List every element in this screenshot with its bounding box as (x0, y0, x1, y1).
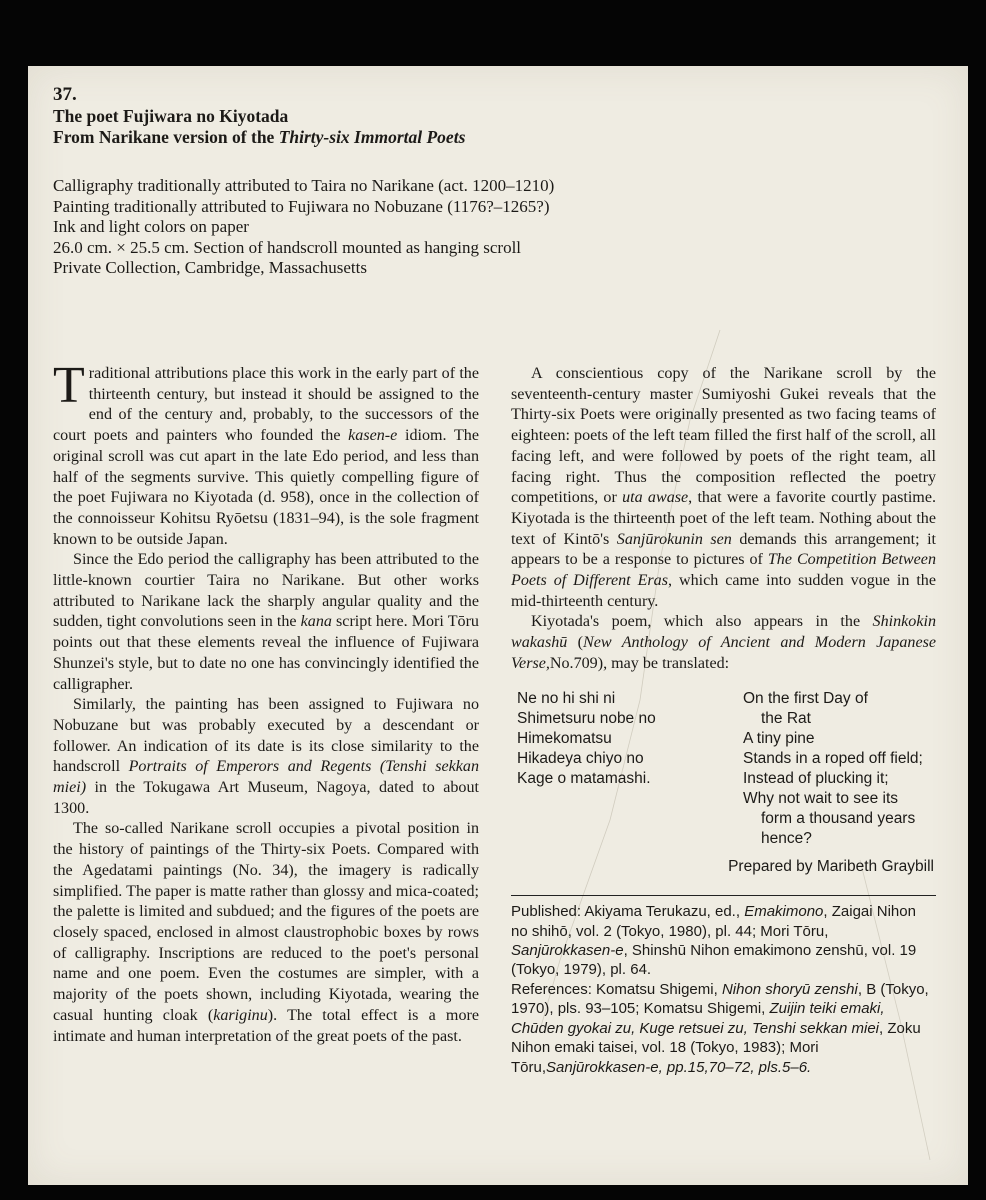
poem-line-english: hence? (761, 829, 812, 847)
italic-term: The Competition Between Poets of Different Eras (511, 551, 936, 590)
poem-line-english: Instead of plucking it; (743, 769, 889, 787)
italic-term: Sanjūrokkasen-e, pp.15,70–72, pls.5–6. (546, 1058, 812, 1076)
meta-dimensions: 26.0 cm. × 25.5 cm. Section of handscroll mounted as hanging scroll (53, 237, 522, 257)
drop-cap: T (53, 357, 85, 414)
text-run: No.709), may be translated: (549, 654, 730, 672)
italic-term: Zuijin teiki emaki, Chūden gyokai zu, Kuge retsuei zu, Tenshi sekkan miei (511, 1000, 885, 1037)
poem-line-japanese: Hikadeya chiyo no (517, 749, 644, 767)
object-metadata (53, 176, 933, 279)
poem-line-english: the Rat (761, 709, 811, 727)
text-run: The so-called Narikane scroll occupies a pivotal position in the history of paintings of the Thirty-six Poets. Compared with the Agedatami paintings (No. 34), the imagery is radically simplified. The paper is matte rather than glossy and mica-coated; the palette is limited and subdued; and the figures of the poets are closely spaced, enclosed in almost claustrophobic boxes by rows of calligraphy. Inscriptions are reduced to the poet's personal name and one poem. Even the costumes are simpler, with a majority of the poets shown, including Kiyotada, wearing the casual hunting cloak ( (53, 820, 479, 1024)
poem-line-english: form a thousand years (761, 809, 916, 827)
text-run: , which came into sudden vogue in the mid-thirteenth century. (511, 572, 936, 610)
subtitle-italic: Thirty-six Immortal Poets (278, 127, 466, 147)
italic-term: kasen-e (348, 427, 398, 445)
essay-left-column (53, 357, 480, 1047)
meta-collection: Private Collection, Cambridge, Massachusetts (53, 258, 367, 278)
divider (511, 895, 936, 896)
text-run: raditional attributions place this work in the early part of the thirteenth century, but instead it should be assigned to the end of the century and, probably, to the successors of the court poets and painters who founded the (53, 365, 479, 445)
poem-japanese (517, 689, 737, 789)
references-entry (511, 980, 936, 1077)
poem-line-japanese: Ne no hi shi ni (517, 689, 616, 707)
text-run: References: Komatsu Shigemi, (511, 980, 722, 998)
italic-term: kana (300, 613, 332, 631)
text-run: ). The total effect is a more intimate and human interpretation of the great poets of the past. (53, 1006, 479, 1045)
text-run: idiom. The original scroll was cut apart in the late Edo period, and less than half of the segments survive. This quietly compelling figure of the poet Fujiwara no Kiyotada (d. 958), once in the collection of the connoisseur Kohitsu Ryōetsu (1831–94), is the sole fragment known to be outside Japan. (53, 427, 479, 548)
text-run: Published: Akiyama Terukazu, ed., (511, 903, 745, 921)
catalog-header (53, 84, 933, 148)
essay-paragraph (511, 364, 936, 612)
author-credit: Prepared by Maribeth Graybill (728, 857, 934, 875)
meta-calligraphy: Calligraphy traditionally attributed to Taira no Narikane (act. 1200–1210) (53, 176, 555, 195)
italic-term: Emakimono (744, 903, 824, 921)
essay-right-column (511, 364, 936, 1077)
italic-term: Portraits of Emperors and Regents (Tenshi sekkan miei) (53, 758, 480, 797)
essay-paragraph (53, 550, 479, 695)
text-run: demands this arrangement; it appears to be a response to pictures of (511, 530, 937, 569)
italic-term: uta awase (622, 489, 689, 507)
poem-line-english: Stands in a roped off field; (743, 749, 923, 767)
italic-term: New Anthology of Ancient and Modern Japanese Verse, (511, 634, 936, 672)
poem-line-english: Why not wait to see its (743, 789, 899, 807)
text-run: script here. Mori Tōru points out that these elements reveal the influence of Fujiwara Shunzei's style, but to date no one has convincingly identified the calligrapher. (53, 613, 479, 693)
text-run: Similarly, the painting has been assigned to Fujiwara no Nobuzane but was probably executed by a descendant or follower. An indication of its date is its close similarity to the handscroll (53, 696, 479, 776)
catalog-title: The poet Fujiwara no Kiyotada (53, 106, 289, 126)
italic-term: Sanjūrokunin sen (616, 530, 732, 548)
text-run: A conscientious copy of the Narikane scroll by the seventeenth-century master Sumiyoshi Gukei reveals that the Thirty-six Poets were originally presented as two facing teams of eighteen: poets of the left team filled the first half of the scroll, all facing left, and were followed by poets of the right team, all facing right. Thus the composition reflected the poetry competitions, or (511, 365, 936, 507)
text-run: ( (567, 634, 584, 652)
text-run: Since the Edo period the calligraphy has been attributed to the little-known courtier Taira no Narikane. But other works attributed to Narikane lack the sharply angular quality and the sudden, tight convolutions seen in the (53, 551, 479, 631)
poem-line-english: A tiny pine (743, 729, 815, 747)
text-run: , that were a favorite courtly pastime. Kiyotada is the thirteenth poet of the left team. Nothing about the text of Kintō's (511, 489, 936, 548)
essay-paragraph (53, 695, 479, 819)
poem-line-japanese: Himekomatsu (517, 729, 612, 747)
italic-term: Shinkokin wakashū (511, 613, 936, 652)
meta-painting: Painting traditionally attributed to Fujiwara no Nobuzane (1176?–1265?) (53, 196, 550, 216)
poem-line-japanese: Kage o matamashi. (517, 769, 651, 787)
essay-paragraph (53, 819, 479, 1047)
catalog-subtitle (53, 127, 933, 148)
text-run: , Zaigai Nihon no shihō, vol. 2 (Tokyo, 1980), pl. 44; Mori Tōru, (511, 903, 916, 940)
text-run: in the Tokugawa Art Museum, Nagoya, dated to about 1300. (53, 779, 479, 817)
italic-term: kariginu (213, 1006, 268, 1024)
text-run: Kiyotada's poem, which also appears in the (531, 613, 873, 631)
poem-line-english: On the first Day of (743, 689, 868, 707)
bibliography (511, 902, 936, 1077)
text-run: , Shinshū Nihon emakimono zenshū, vol. 19 (Tokyo, 1979), pl. 64. (511, 942, 917, 979)
published-entry (511, 902, 936, 980)
subtitle-prefix: From Narikane version of the (53, 127, 279, 147)
poem-line-japanese: Shimetsuru nobe no (517, 709, 656, 727)
poem-english (743, 689, 943, 849)
essay-paragraph (511, 612, 936, 674)
essay-paragraph (53, 357, 479, 550)
italic-term: Sanjūrokkasen-e (511, 942, 624, 960)
poem (511, 689, 936, 857)
text-run: , B (Tokyo, 1970), pls. 93–105; Komatsu Shigemi, (511, 980, 929, 1018)
catalog-number: 37. (53, 84, 77, 105)
italic-term: Nihon shoryū zenshi (721, 980, 858, 998)
meta-medium: Ink and light colors on paper (53, 217, 249, 237)
text-run: , Zoku Nihon emaki taisei, vol. 18 (Tokyo, 1983); Mori Tōru, (511, 1019, 921, 1076)
